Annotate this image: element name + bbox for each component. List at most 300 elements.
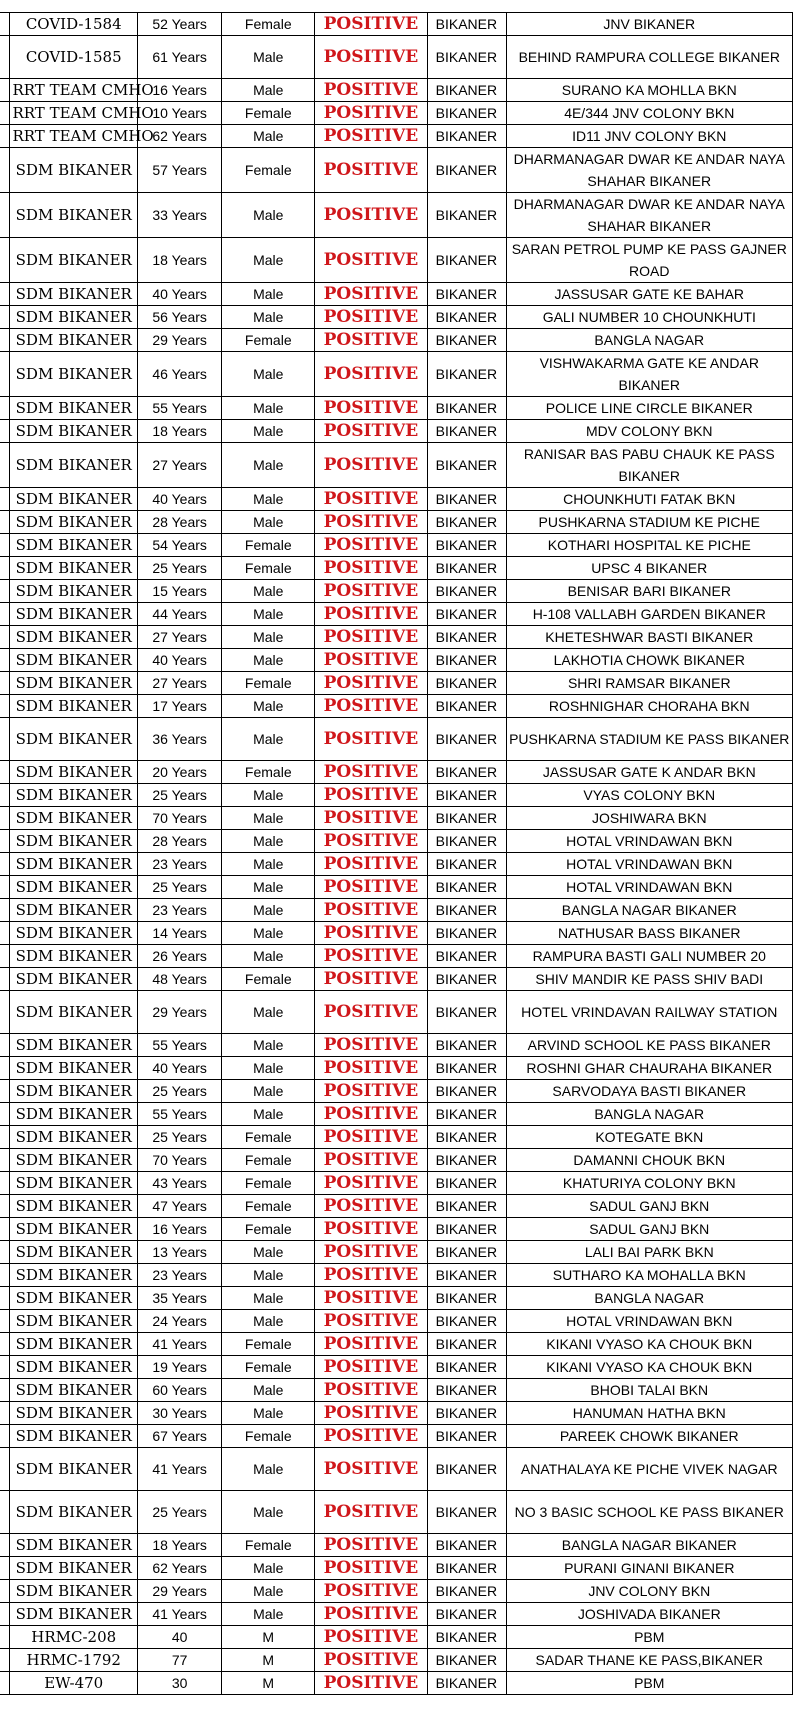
address-cell: SADUL GANJ BKN xyxy=(506,1195,792,1218)
source-cell: SDM BIKANER xyxy=(10,761,138,784)
address-cell: PURANI GINANI BIKANER xyxy=(506,1557,792,1580)
table-row xyxy=(0,1264,793,1287)
result-cell: POSITIVE xyxy=(315,13,427,36)
result-cell: POSITIVE xyxy=(315,899,427,922)
gender-cell: Male xyxy=(222,1603,315,1626)
result-cell: POSITIVE xyxy=(315,1649,427,1672)
district-cell: BIKANER xyxy=(427,1425,506,1448)
table-row xyxy=(0,557,793,580)
address-cell: KIKANI VYASO KA CHOUK BKN xyxy=(506,1356,792,1379)
address-cell: DHARMANAGAR DWAR KE ANDAR NAYA SHAHAR BIKANER xyxy=(506,148,792,193)
address-cell: KHATURIYA COLONY BKN xyxy=(506,1172,792,1195)
age-cell: 10 Years xyxy=(138,102,222,125)
table-row xyxy=(0,945,793,968)
table-row xyxy=(0,488,793,511)
result-cell: POSITIVE xyxy=(315,329,427,352)
table-row xyxy=(0,718,793,761)
district-cell: BIKANER xyxy=(427,1103,506,1126)
source-cell: SDM BIKANER xyxy=(10,1356,138,1379)
gender-cell: Male xyxy=(222,1448,315,1491)
source-cell: SDM BIKANER xyxy=(10,626,138,649)
age-cell: 28 Years xyxy=(138,511,222,534)
age-cell: 55 Years xyxy=(138,397,222,420)
source-cell: COVID-1585 xyxy=(10,36,138,79)
gender-cell: Male xyxy=(222,420,315,443)
row-edge-cell xyxy=(0,807,10,830)
district-cell: BIKANER xyxy=(427,1264,506,1287)
result-cell: POSITIVE xyxy=(315,557,427,580)
district-cell: BIKANER xyxy=(427,784,506,807)
source-cell: SDM BIKANER xyxy=(10,1603,138,1626)
result-cell: POSITIVE xyxy=(315,1218,427,1241)
result-cell: POSITIVE xyxy=(315,1379,427,1402)
address-cell: JASSUSAR GATE KE BAHAR xyxy=(506,283,792,306)
source-cell: SDM BIKANER xyxy=(10,306,138,329)
row-edge-cell xyxy=(0,899,10,922)
district-cell: BIKANER xyxy=(427,649,506,672)
age-cell: 25 Years xyxy=(138,876,222,899)
table-row xyxy=(0,649,793,672)
district-cell: BIKANER xyxy=(427,695,506,718)
district-cell: BIKANER xyxy=(427,1402,506,1425)
address-cell: BEHIND RAMPURA COLLEGE BIKANER xyxy=(506,36,792,79)
age-cell: 40 Years xyxy=(138,488,222,511)
row-edge-cell xyxy=(0,649,10,672)
source-cell: SDM BIKANER xyxy=(10,580,138,603)
district-cell: BIKANER xyxy=(427,1448,506,1491)
address-cell: VISHWAKARMA GATE KE ANDAR BIKANER xyxy=(506,352,792,397)
row-edge-cell xyxy=(0,830,10,853)
table-row xyxy=(0,1534,793,1557)
result-cell: POSITIVE xyxy=(315,1149,427,1172)
district-cell: BIKANER xyxy=(427,1126,506,1149)
age-cell: 55 Years xyxy=(138,1103,222,1126)
table-row xyxy=(0,1448,793,1491)
age-cell: 16 Years xyxy=(138,79,222,102)
table-row xyxy=(0,13,793,36)
gender-cell: Male xyxy=(222,511,315,534)
district-cell: BIKANER xyxy=(427,1626,506,1649)
source-cell: SDM BIKANER xyxy=(10,1287,138,1310)
district-cell: BIKANER xyxy=(427,420,506,443)
age-cell: 18 Years xyxy=(138,238,222,283)
address-cell: BANGLA NAGAR xyxy=(506,329,792,352)
table-row xyxy=(0,329,793,352)
district-cell: BIKANER xyxy=(427,1241,506,1264)
result-cell: POSITIVE xyxy=(315,36,427,79)
table-row xyxy=(0,1149,793,1172)
result-cell: POSITIVE xyxy=(315,718,427,761)
table-row xyxy=(0,1034,793,1057)
gender-cell: Male xyxy=(222,1287,315,1310)
result-cell: POSITIVE xyxy=(315,1126,427,1149)
address-cell: SADUL GANJ BKN xyxy=(506,1218,792,1241)
district-cell: BIKANER xyxy=(427,1310,506,1333)
row-edge-cell xyxy=(0,13,10,36)
age-cell: 27 Years xyxy=(138,443,222,488)
result-cell: POSITIVE xyxy=(315,1057,427,1080)
district-cell: BIKANER xyxy=(427,329,506,352)
table-row xyxy=(0,283,793,306)
result-cell: POSITIVE xyxy=(315,968,427,991)
result-cell: POSITIVE xyxy=(315,853,427,876)
gender-cell: Male xyxy=(222,899,315,922)
source-cell: SDM BIKANER xyxy=(10,718,138,761)
age-cell: 40 Years xyxy=(138,1057,222,1080)
gender-cell: Male xyxy=(222,1402,315,1425)
source-cell: SDM BIKANER xyxy=(10,1195,138,1218)
table-row xyxy=(0,784,793,807)
result-cell: POSITIVE xyxy=(315,488,427,511)
district-cell: BIKANER xyxy=(427,102,506,125)
result-cell: POSITIVE xyxy=(315,761,427,784)
row-edge-cell xyxy=(0,968,10,991)
address-cell: JASSUSAR GATE K ANDAR BKN xyxy=(506,761,792,784)
district-cell: BIKANER xyxy=(427,36,506,79)
age-cell: 62 Years xyxy=(138,1557,222,1580)
result-cell: POSITIVE xyxy=(315,876,427,899)
row-edge-cell xyxy=(0,306,10,329)
source-cell: SDM BIKANER xyxy=(10,238,138,283)
gender-cell: Male xyxy=(222,784,315,807)
district-cell: BIKANER xyxy=(427,968,506,991)
address-cell: KHETESHWAR BASTI BIKANER xyxy=(506,626,792,649)
source-cell: SDM BIKANER xyxy=(10,853,138,876)
row-edge-cell xyxy=(0,1626,10,1649)
address-cell: PUSHKARNA STADIUM KE PICHE xyxy=(506,511,792,534)
table-row xyxy=(0,1356,793,1379)
gender-cell: Female xyxy=(222,534,315,557)
age-cell: 18 Years xyxy=(138,1534,222,1557)
table-row xyxy=(0,306,793,329)
row-edge-cell xyxy=(0,1649,10,1672)
source-cell: SDM BIKANER xyxy=(10,1448,138,1491)
row-edge-cell xyxy=(0,397,10,420)
result-cell: POSITIVE xyxy=(315,1172,427,1195)
row-edge-cell xyxy=(0,557,10,580)
source-cell: SDM BIKANER xyxy=(10,1580,138,1603)
row-edge-cell xyxy=(0,1491,10,1534)
table-row xyxy=(0,580,793,603)
address-cell: JNV COLONY BKN xyxy=(506,1580,792,1603)
table-row xyxy=(0,420,793,443)
row-edge-cell xyxy=(0,1057,10,1080)
gender-cell: Male xyxy=(222,443,315,488)
gender-cell: Female xyxy=(222,102,315,125)
source-cell: RRT TEAM CMHO xyxy=(10,79,138,102)
result-cell: POSITIVE xyxy=(315,352,427,397)
address-cell: SUTHARO KA MOHALLA BKN xyxy=(506,1264,792,1287)
row-edge-cell xyxy=(0,1333,10,1356)
row-edge-cell xyxy=(0,1241,10,1264)
age-cell: 40 Years xyxy=(138,283,222,306)
district-cell: BIKANER xyxy=(427,1356,506,1379)
age-cell: 18 Years xyxy=(138,420,222,443)
gender-cell: Male xyxy=(222,79,315,102)
district-cell: BIKANER xyxy=(427,443,506,488)
age-cell: 55 Years xyxy=(138,1034,222,1057)
source-cell: SDM BIKANER xyxy=(10,649,138,672)
gender-cell: Female xyxy=(222,761,315,784)
gender-cell: Female xyxy=(222,13,315,36)
district-cell: BIKANER xyxy=(427,853,506,876)
result-cell: POSITIVE xyxy=(315,1425,427,1448)
table-row xyxy=(0,922,793,945)
gender-cell: Female xyxy=(222,1126,315,1149)
row-edge-cell xyxy=(0,1379,10,1402)
address-cell: HANUMAN HATHA BKN xyxy=(506,1402,792,1425)
address-cell: ARVIND SCHOOL KE PASS BIKANER xyxy=(506,1034,792,1057)
gender-cell: Male xyxy=(222,306,315,329)
address-cell: KOTHARI HOSPITAL KE PICHE xyxy=(506,534,792,557)
district-cell: BIKANER xyxy=(427,603,506,626)
age-cell: 13 Years xyxy=(138,1241,222,1264)
source-cell: SDM BIKANER xyxy=(10,511,138,534)
district-cell: BIKANER xyxy=(427,1034,506,1057)
result-cell: POSITIVE xyxy=(315,193,427,238)
address-cell: CHOUNKHUTI FATAK BKN xyxy=(506,488,792,511)
address-cell: SURANO KA MOHLLA BKN xyxy=(506,79,792,102)
row-edge-cell xyxy=(0,102,10,125)
row-edge-cell xyxy=(0,672,10,695)
address-cell: KIKANI VYASO KA CHOUK BKN xyxy=(506,1333,792,1356)
gender-cell: Male xyxy=(222,238,315,283)
table-row xyxy=(0,603,793,626)
address-cell: PUSHKARNA STADIUM KE PASS BIKANER xyxy=(506,718,792,761)
result-cell: POSITIVE xyxy=(315,397,427,420)
age-cell: 48 Years xyxy=(138,968,222,991)
source-cell: SDM BIKANER xyxy=(10,1126,138,1149)
age-cell: 62 Years xyxy=(138,125,222,148)
table-row xyxy=(0,830,793,853)
table-row xyxy=(0,672,793,695)
result-cell: POSITIVE xyxy=(315,102,427,125)
district-cell: BIKANER xyxy=(427,352,506,397)
district-cell: BIKANER xyxy=(427,148,506,193)
row-edge-cell xyxy=(0,1580,10,1603)
row-edge-cell xyxy=(0,148,10,193)
source-cell: SDM BIKANER xyxy=(10,1103,138,1126)
age-cell: 47 Years xyxy=(138,1195,222,1218)
district-cell: BIKANER xyxy=(427,1603,506,1626)
age-cell: 16 Years xyxy=(138,1218,222,1241)
source-cell: SDM BIKANER xyxy=(10,397,138,420)
district-cell: BIKANER xyxy=(427,1080,506,1103)
gender-cell: Female xyxy=(222,557,315,580)
source-cell: SDM BIKANER xyxy=(10,329,138,352)
address-cell: RAMPURA BASTI GALI NUMBER 20 xyxy=(506,945,792,968)
gender-cell: M xyxy=(222,1649,315,1672)
age-cell: 29 Years xyxy=(138,1580,222,1603)
table-row xyxy=(0,1649,793,1672)
gender-cell: Male xyxy=(222,945,315,968)
age-cell: 25 Years xyxy=(138,784,222,807)
district-cell: BIKANER xyxy=(427,580,506,603)
result-cell: POSITIVE xyxy=(315,1580,427,1603)
row-edge-cell xyxy=(0,718,10,761)
result-cell: POSITIVE xyxy=(315,420,427,443)
address-cell: BANGLA NAGAR BIKANER xyxy=(506,899,792,922)
district-cell: BIKANER xyxy=(427,1172,506,1195)
age-cell: 67 Years xyxy=(138,1425,222,1448)
result-cell: POSITIVE xyxy=(315,1491,427,1534)
row-edge-cell xyxy=(0,511,10,534)
gender-cell: Male xyxy=(222,626,315,649)
district-cell: BIKANER xyxy=(427,1333,506,1356)
table-row xyxy=(0,148,793,193)
source-cell: RRT TEAM CMHO xyxy=(10,125,138,148)
row-edge-cell xyxy=(0,36,10,79)
age-cell: 23 Years xyxy=(138,853,222,876)
district-cell: BIKANER xyxy=(427,761,506,784)
table-row xyxy=(0,1402,793,1425)
age-cell: 25 Years xyxy=(138,1080,222,1103)
source-cell: SDM BIKANER xyxy=(10,1402,138,1425)
result-cell: POSITIVE xyxy=(315,695,427,718)
age-cell: 43 Years xyxy=(138,1172,222,1195)
gender-cell: Female xyxy=(222,1425,315,1448)
address-cell: SHRI RAMSAR BIKANER xyxy=(506,672,792,695)
age-cell: 30 xyxy=(138,1672,222,1695)
source-cell: SDM BIKANER xyxy=(10,352,138,397)
address-cell: LALI BAI PARK BKN xyxy=(506,1241,792,1264)
gender-cell: Female xyxy=(222,968,315,991)
age-cell: 44 Years xyxy=(138,603,222,626)
row-edge-cell xyxy=(0,853,10,876)
gender-cell: Male xyxy=(222,853,315,876)
district-cell: BIKANER xyxy=(427,672,506,695)
gender-cell: Male xyxy=(222,718,315,761)
address-cell: VYAS COLONY BKN xyxy=(506,784,792,807)
table-row xyxy=(0,238,793,283)
age-cell: 27 Years xyxy=(138,626,222,649)
row-edge-cell xyxy=(0,534,10,557)
gender-cell: Male xyxy=(222,922,315,945)
result-cell: POSITIVE xyxy=(315,1672,427,1695)
row-edge-cell xyxy=(0,1195,10,1218)
source-cell: SDM BIKANER xyxy=(10,1557,138,1580)
address-cell: ID11 JNV COLONY BKN xyxy=(506,125,792,148)
result-cell: POSITIVE xyxy=(315,1356,427,1379)
result-cell: POSITIVE xyxy=(315,1603,427,1626)
table-row xyxy=(0,1172,793,1195)
row-edge-cell xyxy=(0,922,10,945)
gender-cell: Male xyxy=(222,397,315,420)
address-cell: SARVODAYA BASTI BIKANER xyxy=(506,1080,792,1103)
district-cell: BIKANER xyxy=(427,534,506,557)
row-edge-cell xyxy=(0,238,10,283)
source-cell: SDM BIKANER xyxy=(10,807,138,830)
source-cell: SDM BIKANER xyxy=(10,443,138,488)
source-cell: SDM BIKANER xyxy=(10,1172,138,1195)
source-cell: SDM BIKANER xyxy=(10,1425,138,1448)
gender-cell: Male xyxy=(222,1034,315,1057)
address-cell: DAMANNI CHOUK BKN xyxy=(506,1149,792,1172)
district-cell: BIKANER xyxy=(427,1379,506,1402)
table-row xyxy=(0,853,793,876)
table-row xyxy=(0,1241,793,1264)
age-cell: 41 Years xyxy=(138,1333,222,1356)
source-cell: SDM BIKANER xyxy=(10,876,138,899)
source-cell: SDM BIKANER xyxy=(10,1149,138,1172)
district-cell: BIKANER xyxy=(427,718,506,761)
result-cell: POSITIVE xyxy=(315,443,427,488)
gender-cell: Male xyxy=(222,125,315,148)
source-cell: HRMC-208 xyxy=(10,1626,138,1649)
address-cell: ROSHNI GHAR CHAURAHA BIKANER xyxy=(506,1057,792,1080)
address-cell: PBM xyxy=(506,1672,792,1695)
address-cell: HOTAL VRINDAWAN BKN xyxy=(506,1310,792,1333)
table-row xyxy=(0,1287,793,1310)
result-cell: POSITIVE xyxy=(315,1402,427,1425)
age-cell: 23 Years xyxy=(138,1264,222,1287)
source-cell: SDM BIKANER xyxy=(10,968,138,991)
row-edge-cell xyxy=(0,784,10,807)
age-cell: 41 Years xyxy=(138,1448,222,1491)
row-edge-cell xyxy=(0,283,10,306)
age-cell: 54 Years xyxy=(138,534,222,557)
result-cell: POSITIVE xyxy=(315,672,427,695)
age-cell: 35 Years xyxy=(138,1287,222,1310)
district-cell: BIKANER xyxy=(427,1580,506,1603)
row-edge-cell xyxy=(0,1034,10,1057)
table-row xyxy=(0,899,793,922)
source-cell: SDM BIKANER xyxy=(10,945,138,968)
address-cell: BANGLA NAGAR xyxy=(506,1287,792,1310)
result-cell: POSITIVE xyxy=(315,1034,427,1057)
row-edge-cell xyxy=(0,79,10,102)
result-cell: POSITIVE xyxy=(315,1080,427,1103)
table-row xyxy=(0,397,793,420)
row-edge-cell xyxy=(0,1218,10,1241)
district-cell: BIKANER xyxy=(427,807,506,830)
age-cell: 57 Years xyxy=(138,148,222,193)
source-cell: SDM BIKANER xyxy=(10,1080,138,1103)
gender-cell: Male xyxy=(222,488,315,511)
gender-cell: Male xyxy=(222,283,315,306)
table-row xyxy=(0,1580,793,1603)
district-cell: BIKANER xyxy=(427,1057,506,1080)
result-cell: POSITIVE xyxy=(315,649,427,672)
district-cell: BIKANER xyxy=(427,511,506,534)
row-edge-cell xyxy=(0,1126,10,1149)
gender-cell: Male xyxy=(222,193,315,238)
district-cell: BIKANER xyxy=(427,830,506,853)
table-row xyxy=(0,102,793,125)
address-cell: DHARMANAGAR DWAR KE ANDAR NAYA SHAHAR BIKANER xyxy=(506,193,792,238)
table-row xyxy=(0,1103,793,1126)
gender-cell: Male xyxy=(222,1241,315,1264)
table-row xyxy=(0,695,793,718)
district-cell: BIKANER xyxy=(427,1534,506,1557)
age-cell: 60 Years xyxy=(138,1379,222,1402)
result-cell: POSITIVE xyxy=(315,511,427,534)
age-cell: 33 Years xyxy=(138,193,222,238)
gender-cell: Male xyxy=(222,991,315,1034)
district-cell: BIKANER xyxy=(427,899,506,922)
address-cell: 4E/344 JNV COLONY BKN xyxy=(506,102,792,125)
result-cell: POSITIVE xyxy=(315,922,427,945)
age-cell: 77 xyxy=(138,1649,222,1672)
address-cell: KOTEGATE BKN xyxy=(506,1126,792,1149)
source-cell: SDM BIKANER xyxy=(10,784,138,807)
district-cell: BIKANER xyxy=(427,283,506,306)
result-cell: POSITIVE xyxy=(315,1103,427,1126)
district-cell: BIKANER xyxy=(427,1218,506,1241)
gender-cell: Male xyxy=(222,1557,315,1580)
address-cell: H-108 VALLABH GARDEN BIKANER xyxy=(506,603,792,626)
address-cell: GALI NUMBER 10 CHOUNKHUTI xyxy=(506,306,792,329)
